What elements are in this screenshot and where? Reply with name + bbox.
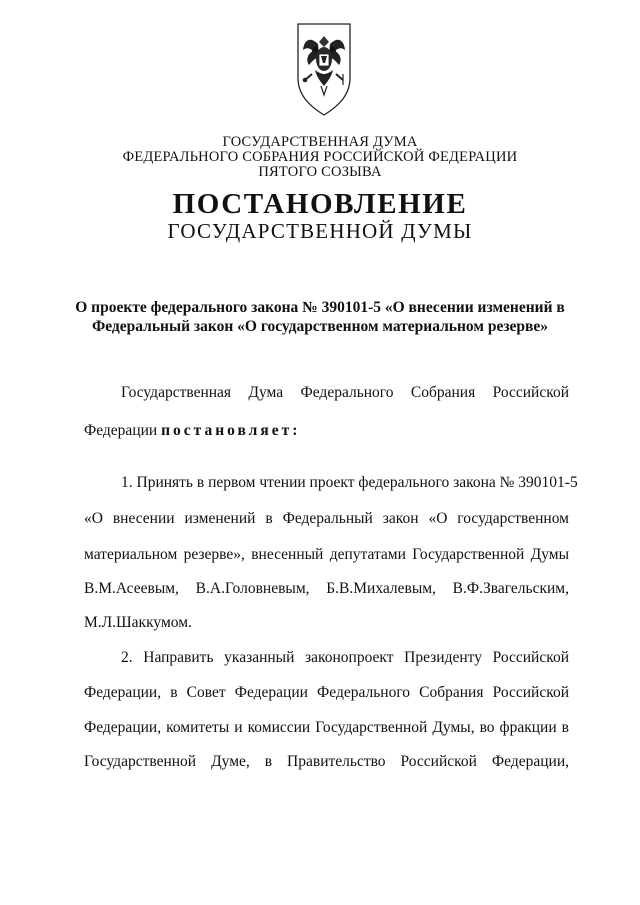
paragraph-1-line-1: 1. Принять в первом чтении проект федерального закона № 390101-5 [121,474,578,491]
organization-line-3: ПЯТОГО СОЗЫВА [258,164,382,180]
paragraph-1-line-3: материальном резерве», внесенный депутатами Государственной Думы [84,546,569,563]
organization-line-2: ФЕДЕРАЛЬНОГО СОБРАНИЯ РОССИЙСКОЙ ФЕДЕРАЦИИ [122,149,518,165]
resolution-heading-line-2: Федеральный закон «О государственном материальном резерве» [91,318,549,335]
paragraph-1-line-5: М.Л.Шаккумом. [84,614,192,631]
document-subtitle: ГОСУДАРСТВЕННОЙ ДУМЫ [167,219,473,243]
paragraph-2-line-4: Государственной Думе, в Правительство Российской Федерации, [84,753,569,770]
organization-line-1: ГОСУДАРСТВЕННАЯ ДУМА [222,134,418,150]
intro-line-2-prefix: Федерации [84,422,158,439]
intro-line-2-spaced-verb: постановляет: [161,422,301,439]
document-title: ПОСТАНОВЛЕНИЕ [172,188,468,220]
intro-line-2 [84,422,300,440]
paragraph-2-line-1: 2. Направить указанный законопроект Президенту Российской [121,649,569,666]
paragraph-2-line-2: Федерации, в Совет Федерации Федерального Собрания Российской [84,684,569,701]
paragraph-1-line-2: «О внесении изменений в Федеральный закон «О государственном [84,510,569,527]
paragraph-2-line-3: Федерации, комитеты и комиссии Государственной Думы, во фракции в [84,719,569,736]
intro-line-1: Государственная Дума Федерального Собрания Российской [121,384,569,401]
resolution-heading-line-1: О проекте федерального закона № 390101-5 «О внесении изменений в [75,299,565,316]
paragraph-1-line-4: В.М.Асеевым, В.А.Головневым, Б.В.Михалевым, В.Ф.Звагельским, [84,580,569,597]
russian-coat-of-arms-icon [290,16,358,118]
